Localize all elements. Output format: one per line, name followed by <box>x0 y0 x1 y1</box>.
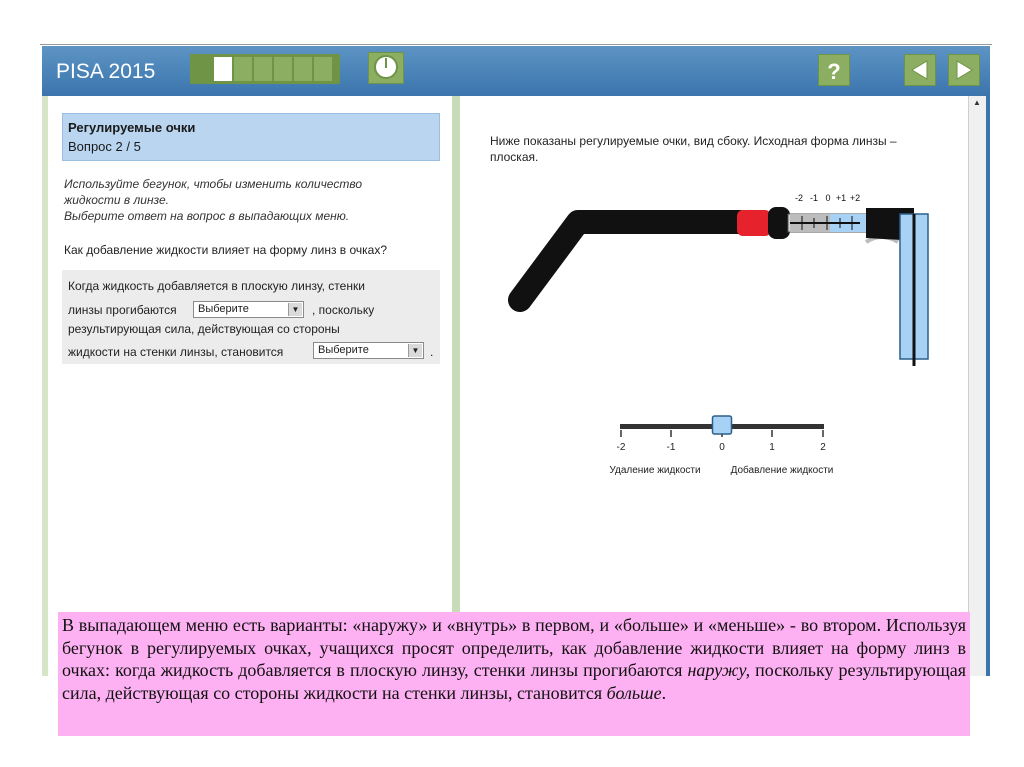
scroll-up-arrow-icon[interactable]: ▲ <box>973 98 981 107</box>
bend-direction-select[interactable] <box>193 301 304 318</box>
answer-line-3: результирующая сила, действующая со стороны <box>68 322 340 336</box>
instruction-line: жидкости в линзе. <box>64 193 169 207</box>
scale-label: +1 <box>835 193 847 203</box>
progress-cell <box>193 56 213 82</box>
progress-cell <box>233 56 253 82</box>
chevron-down-icon: ▼ <box>288 303 302 316</box>
caption-emphasis: больше <box>606 682 662 703</box>
question-text: Как добавление жидкости влияет на форму линз в очках? <box>64 243 388 257</box>
explanation-caption <box>58 612 970 736</box>
right-border <box>986 96 990 676</box>
back-button[interactable] <box>904 54 936 86</box>
slider-tick-label: -1 <box>666 442 676 453</box>
svg-text:?: ? <box>827 59 841 84</box>
question-mark-icon <box>819 55 849 85</box>
question-number: Вопрос 2 / 5 <box>68 139 141 154</box>
scrollbar[interactable] <box>968 96 986 676</box>
description-line: плоская. <box>490 150 539 164</box>
progress-cell <box>273 56 293 82</box>
answer-line-1: Когда жидкость добавляется в плоскую линзу, стенки <box>68 279 365 293</box>
glasses-diagram <box>490 180 950 380</box>
black-cap <box>768 207 790 239</box>
select-value: Выберите <box>318 344 369 356</box>
slider-tick-label: 0 <box>719 442 725 453</box>
progress-cell <box>293 56 313 82</box>
glasses-temple-arm <box>520 222 740 300</box>
instruction-line: Используйте бегунок, чтобы изменить количество <box>64 177 363 191</box>
back-arrow-icon <box>905 55 935 85</box>
forward-button[interactable] <box>948 54 980 86</box>
answer-line-2-end: , поскольку <box>312 303 375 317</box>
slider-thumb <box>713 416 732 434</box>
instruction-line: Выберите ответ на вопрос в выпадающих меню. <box>64 209 350 223</box>
scale-label: -1 <box>809 193 819 203</box>
slider-label-add: Добавление жидкости <box>730 465 834 476</box>
progress-cell <box>253 56 273 82</box>
scale-label: +2 <box>849 193 861 203</box>
slider-tick-label: 1 <box>769 442 775 453</box>
answer-line-4-start: жидкости на стенки линзы, становится <box>68 345 284 359</box>
answer-line-2-start: линзы прогибаются <box>68 303 177 317</box>
caption-emphasis: наружу, <box>687 660 751 680</box>
select-value: Выберите <box>198 303 249 315</box>
chevron-down-icon: ▼ <box>408 344 422 357</box>
pane-divider <box>452 96 460 676</box>
slider-tick-label: 2 <box>820 442 826 453</box>
scale-label: 0 <box>825 193 831 203</box>
slider-label-remove: Удаление жидкости <box>609 465 701 476</box>
caption-text: В выпадающем меню есть варианты: «наружу» и «внутрь» в первом, и «больше» и «меньше» - во втором. Используя бегунок в регулируемых очках, учащихся просят определить, как добавление жидкости влияет на форму линз в очках: когда жидкость добавляется в плоскую линзу, стенки линзы прогибаются <box>62 615 966 680</box>
caption-text: поскольку результирующая сила, действующая со стороны жидкости на стенки линзы, становится <box>62 660 966 703</box>
red-cap <box>737 210 771 236</box>
timer-hand <box>385 58 387 68</box>
slider-tick-label: -2 <box>616 442 626 453</box>
task-title: Регулируемые очки <box>68 120 196 135</box>
scale-label: -2 <box>794 193 804 203</box>
forward-arrow-icon <box>949 55 979 85</box>
force-change-select[interactable] <box>313 342 424 359</box>
caption-text: . <box>661 682 667 703</box>
description-line: Ниже показаны регулируемые очки, вид сбоку. Исходная форма линзы – <box>490 134 897 148</box>
app-logo: PISA 2015 <box>56 60 156 83</box>
progress-cell <box>313 56 333 82</box>
fluid-slider[interactable] <box>600 410 850 482</box>
help-button[interactable] <box>818 54 850 86</box>
left-border <box>42 96 48 676</box>
answer-line-4-end: . <box>430 345 434 359</box>
progress-cell-current <box>213 56 233 82</box>
stimulus-description <box>490 133 960 165</box>
